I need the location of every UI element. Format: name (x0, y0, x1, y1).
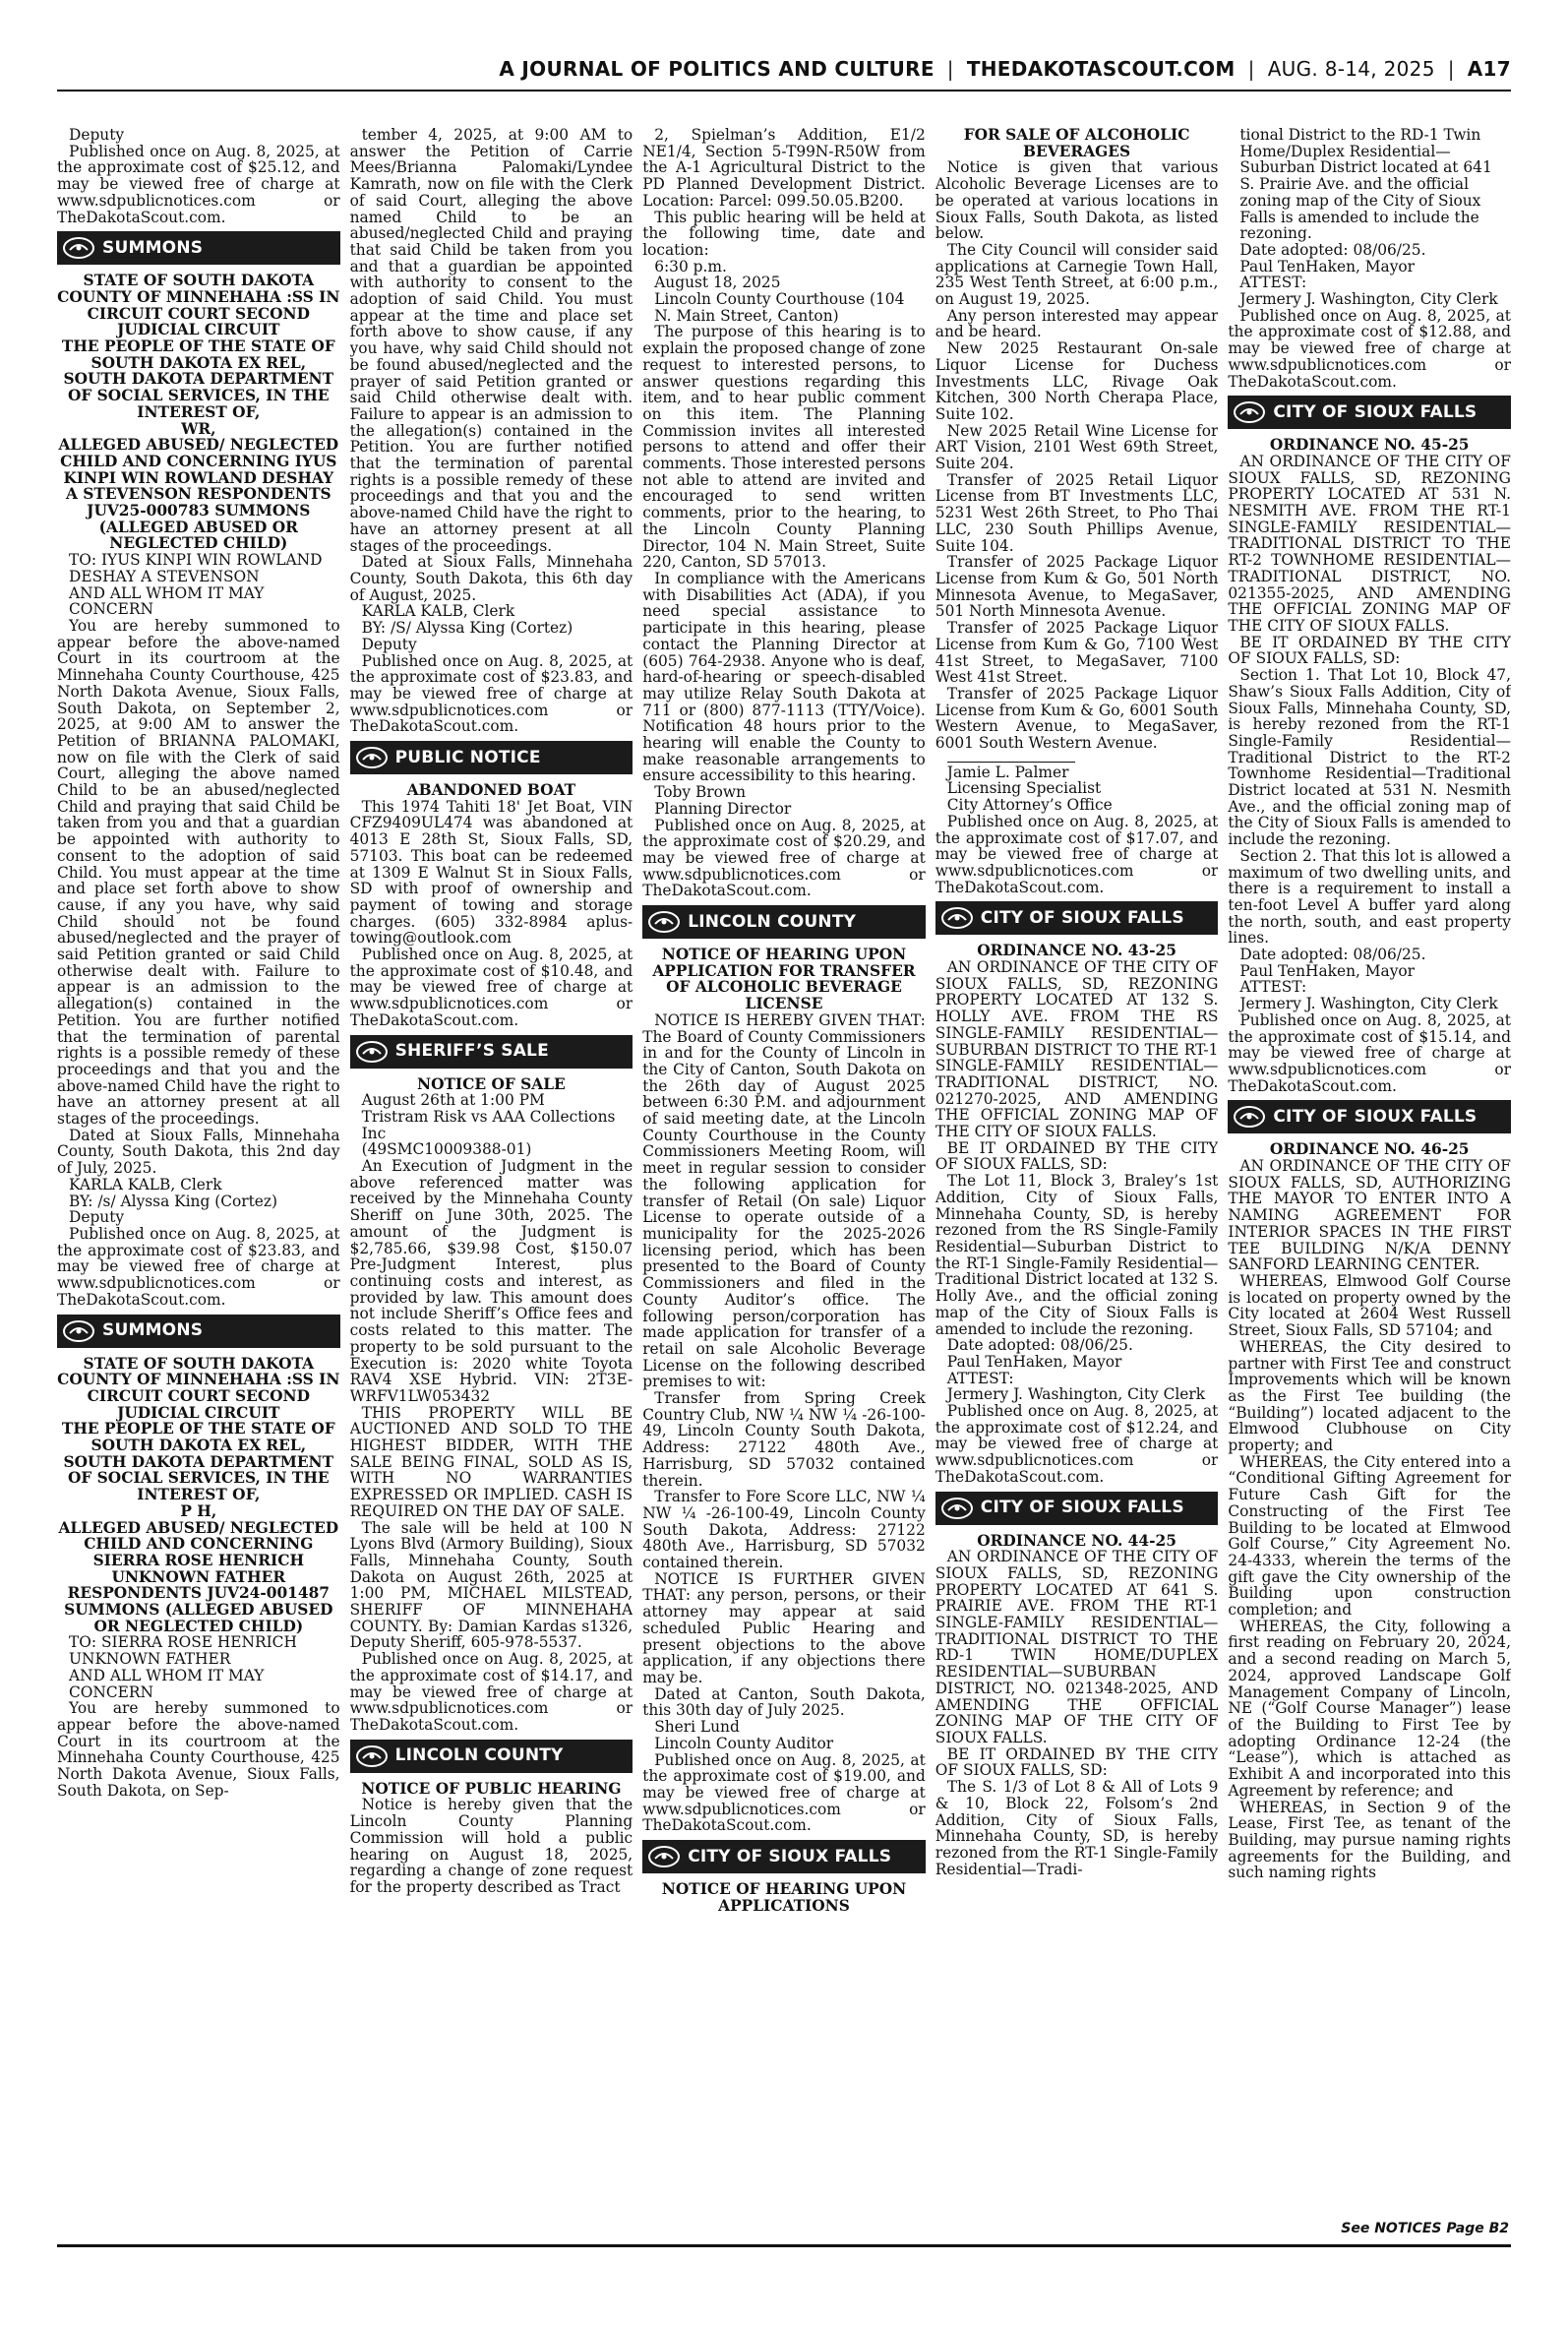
notice-line: (49SMC10009388-01) (361, 1140, 532, 1159)
header-rule (57, 90, 1511, 92)
notice-line: TO: SIERRA ROSE HENRICH (69, 1633, 297, 1652)
notice-paragraph: New 2025 Retail Wine License for ART Vision, 2101 West 69th Street, Suite 204. (935, 421, 1219, 473)
notice-paragraph: You are hereby summoned to appear before the above-named Court in its courtroom at the Minnehaha County Courthouse, 425 North Dakota Avenue, Sioux Falls, South Dakota, on September 2, 2025, at 9:00 AM to answer the Petition of BRIANNA PALOMAKI, now on file with the Clerk of said Court, alleging the above named Child to be an abused/neglected Child and praying that said Child be taken from you and that a guardian be appointed with authority to consent to the adoption of said Child. You must appear at the time and place set forth above to show cause, if any you have, why said Child should not be found abused/neglected and the prayer of said Petition granted or said Child otherwise dealt with. Failure to appear is an admission to the allegation(s) contained in the Petition. You are further notified that the termination of parental rights is a possible remedy of these proceedings and that you and the above-named Child have the right to have an attorney present at all stages of the proceedings. (57, 616, 340, 1129)
notice-paragraph: BE IT ORDAINED BY THE CITY OF SIOUX FALLS, SD: (935, 1744, 1219, 1780)
notice-line: Lincoln County Auditor (654, 1734, 834, 1752)
notice-line: TO: IYUS KINPI WIN ROWLAND (69, 551, 323, 570)
notice-line: Toby Brown (654, 783, 746, 802)
notice-paragraph: Published once on Aug. 8, 2025, at the approximate cost of $12.88, and may be viewed free of charge at www.sdpublicnotices.com or TheDakotaScout.com. (1228, 306, 1511, 391)
notice-line: ATTEST: (1239, 274, 1307, 292)
section-banner-label: CITY OF SIOUX FALLS (1273, 401, 1478, 422)
notice-paragraph: tember 4, 2025, at 9:00 AM to answer the Petition of Carrie Mees/Brianna Palomaki/Lyndee Kamrath, now on file with the Clerk of said Court, alleging the above named Child to be an abused/neglected Child and praying that said Child be taken from you and that a guardian be appointed with authority to consent to the adoption of said Child. You must appear at the time and place set forth above to show cause, if any you have, why said Child should not be found abused/neglected and the prayer of said Petition granted or said Child otherwise dealt with. Failure to appear is an admission to the allegation(s) contained in the Petition. You are further notified that the termination of parental rights is a possible remedy of these proceedings and that you and the above-named Child have the right to have an attorney present at all stages of the proceedings. (349, 127, 633, 555)
notice-line: KARLA KALB, Clerk (69, 1175, 222, 1193)
notice-paragraph: This 1974 Tahiti 18' Jet Boat, VIN CFZ9409UL474 was abandoned at 4013 E 28th St, Sioux Falls, SD, 57103. This boat can be redeemed at 1309 E Walnut St in Sioux Falls, SD with proof of ownership and payment of towing and storage charges. (605) 332-8984 aplus-towing@outlook.com (349, 797, 633, 948)
notice-line: City Attorney’s Office (946, 796, 1113, 815)
notice-caption: ALLEGED ABUSED/ NEGLECTED CHILD AND CONCERNING IYUS KINPI WIN ROWLAND DESHAY A STEVENSON RESPONDENTS JUV25-000783 SUMMONS (ALLEGED ABUSED OR NEGLECTED CHILD) (58, 436, 339, 553)
notice-line: Tristram Risk vs AAA Collections Inc (361, 1107, 616, 1142)
notice-paragraph: Dated at Canton, South Dakota, this 30th day of July 2025. (642, 1684, 926, 1720)
notice-line: Jermery J. Washington, City Clerk (946, 1385, 1206, 1404)
notice-line: Paul TenHaken, Mayor (1239, 961, 1416, 980)
notices-columns (57, 127, 1511, 2218)
notice-paragraph: AN ORDINANCE OF THE CITY OF SIOUX FALLS, SD, AUTHORIZING THE MAYOR TO ENTER INTO A NAMING AGREEMENT FOR INTERIOR SPACES IN THE FIRST TEE BUILDING N/K/A DENNY SANFORD LEARNING CENTER. (1228, 1157, 1511, 1274)
notice-paragraph: Transfer to Fore Score LLC, NW ¼ NW ¼ -26-100-49, Lincoln County South Dakota, Address: 27122 480th Ave., Harrisburg, SD 57032 contained therein. (642, 1488, 926, 1572)
section-banner-label: SHERIFF’S SALE (394, 1041, 549, 1062)
notice-paragraph: The City Council will consider said applications at Carnegie Town Hall, 235 West Tenth Street, at 6:00 p.m., on August 19, 2025. (935, 240, 1219, 309)
notice-paragraph: Any person interested may appear and be heard. (935, 306, 1219, 341)
section-banner-label: PUBLIC NOTICE (394, 747, 541, 767)
notice-line: ATTEST: (946, 1369, 1014, 1387)
notice-line: ATTEST: (1239, 978, 1307, 997)
scout-logo-icon (1232, 399, 1267, 425)
section-banner (350, 1740, 633, 1773)
notice-paragraph: In compliance with the Americans with Disabilities Act (ADA), if you need special assistance to participate in this hearing, please contact the Planning Director at (605) 764-2938. Anyone who is deaf, hard-of-hearing or speech-disabled may utilize Relay South Dakota at 711 or (800) 877-1113 (TTY/Voice). Notification 48 hours prior to the hearing will enable the County to make reasonable arrangements to ensure accessibility to this hearing. (642, 569, 926, 785)
section-banner-label: CITY OF SIOUX FALLS (688, 1846, 892, 1866)
section-banner (1228, 1100, 1511, 1133)
notice-caption: NOTICE OF HEARING UPON APPLICATION FOR TRANSFER OF ALCOHOLIC BEVERAGE LICENSE (652, 946, 916, 1013)
scout-logo-icon (61, 235, 96, 261)
notice-paragraph: Notice is hereby given that the Lincoln County Planning Commission will hold a public hearing on August 18, 2025, regarding a change of zone request for the property described as Tract (349, 1796, 633, 1896)
scout-logo-icon (354, 1744, 390, 1769)
notice-paragraph: Transfer of 2025 Package Liquor License from Kum & Go, 7100 West 41st Street, to MegaSaver, 7100 West 41st Street. (935, 619, 1219, 687)
section-banner-label: LINCOLN COUNTY (394, 1745, 564, 1766)
notice-line: Sheri Lund (654, 1718, 740, 1737)
notice-paragraph: Published once on Aug. 8, 2025, at the approximate cost of $23.83, and may be viewed free of charge at www.sdpublicnotices.com or TheDakotaScout.com. (57, 1225, 340, 1309)
notice-line: Jermery J. Washington, City Clerk (1239, 995, 1498, 1013)
column-2 (350, 127, 633, 2218)
notice-caption: FOR SALE OF ALCOHOLIC BEVERAGES (963, 127, 1190, 160)
scout-logo-icon (646, 1844, 682, 1869)
column-4 (935, 127, 1219, 2218)
notice-paragraph: AN ORDINANCE OF THE CITY OF SIOUX FALLS, SD, REZONING PROPERTY LOCATED AT 641 S. PRAIRIE AVE. FROM THE RT-1 SINGLE-FAMILY RESIDENTIAL—TRADITIONAL DISTRICT TO THE RD-1 TWIN HOME/DUPLEX RESIDENTIAL—SUBURBAN DISTRICT, NO. 021348-2025, AND AMENDING THE OFFICIAL ZONING MAP OF THE CITY OF SIOUX FALLS. (935, 1548, 1219, 1746)
notice-line: KARLA KALB, Clerk (361, 602, 515, 621)
notice-paragraph: Published once on Aug. 8, 2025, at the approximate cost of $25.12, and may be viewed free of charge at www.sdpublicnotices.com or TheDakotaScout.com. (57, 142, 340, 226)
section-banner (57, 1315, 340, 1348)
notice-line: DESHAY A STEVENSON (69, 567, 260, 585)
notice-paragraph: You are hereby summoned to appear before the above-named Court in its courtroom at the Minnehaha County Courthouse, 425 North Dakota Avenue, Sioux Falls, South Dakota, on Sep- (57, 1699, 340, 1800)
footer-rule (57, 2244, 1511, 2247)
notice-line: Lincoln County Courthouse (104 N. Main Street, Canton) (654, 290, 905, 325)
notice-paragraph: BE IT ORDAINED BY THE CITY OF SIOUX FALLS, SD: (935, 1138, 1219, 1174)
notice-line: Jamie L. Palmer (946, 763, 1069, 781)
notice-paragraph: Date adopted: 08/06/25. (1239, 946, 1426, 964)
website-link[interactable]: THEDAKOTASCOUT.COM (966, 57, 1236, 81)
section-banner (935, 1492, 1219, 1525)
notice-line: Paul TenHaken, Mayor (1239, 257, 1416, 275)
notice-paragraph: WHEREAS, the City desired to partner with First Tee and construct Improvements which will be known as the First Tee building (the “Building”) located adjacent to the Elmwood Clubhouse on City property; and (1228, 1337, 1511, 1455)
notice-paragraph: Transfer of 2025 Retail Liquor License from BT Investments LLC, 5231 West 26th Street, to Pho Thai LLC, 230 South Phillips Avenue, Suite 104. (935, 470, 1219, 555)
masthead-separator: | (1447, 57, 1455, 81)
notice-paragraph: Published once on Aug. 8, 2025, at the approximate cost of $20.29, and may be viewed free of charge at www.sdpublicnotices.com or TheDakotaScout.com. (642, 816, 926, 900)
page-number: A17 (1467, 57, 1511, 81)
notice-line: BY: /S/ Alyssa King (Cortez) (361, 619, 573, 638)
notice-heading: NOTICE OF SALE (417, 1074, 566, 1093)
notice-paragraph: Transfer of 2025 Package Liquor License from Kum & Go, 6001 South Western Avenue, to MegaSaver, 6001 South Western Avenue. (935, 684, 1219, 753)
notice-paragraph: The Lot 11, Block 3, Braley’s 1st Addition, City of Sioux Falls, Minnehaha County, SD, is hereby rezoned from the RS Single-Family Residential—Suburban District to the RT-1 Single-Family Residential—Traditional District located at 132 S. Holly Ave., and the official zoning map of the City of Sioux Falls is amended to include the rezoning. (935, 1172, 1219, 1338)
notice-paragraph: Date adopted: 08/06/25. (946, 1336, 1133, 1355)
notice-caption: NOTICE OF HEARING UPON APPLICATIONS (661, 1880, 907, 1915)
notice-paragraph: Notice is given that various Alcoholic Beverage Licenses are to be operated at various locations in Sioux Falls, South Dakota, as listed below. (935, 158, 1219, 243)
notice-paragraph: Section 2. That this lot is allowed a maximum of two dwelling units, and there is a requirement to install a ten-foot Level A buffer yard along the north, south, and east property lines. (1228, 846, 1511, 948)
notice-paragraph: Published once on Aug. 8, 2025, at the approximate cost of $19.00, and may be viewed free of charge at www.sdpublicnotices.com or TheDakotaScout.com. (642, 1750, 926, 1835)
scout-logo-icon (1232, 1104, 1267, 1130)
notice-line: August 26th at 1:00 PM (361, 1091, 545, 1110)
scout-logo-icon (354, 745, 390, 770)
column-1 (57, 127, 340, 2218)
section-banner-label: SUMMONS (102, 1320, 204, 1341)
notice-caption: THE PEOPLE OF THE STATE OF SOUTH DAKOTA EX REL, SOUTH DAKOTA DEPARTMENT OF SOCIAL SERVICES, IN THE INTEREST OF, (61, 1420, 335, 1504)
notice-paragraph: AN ORDINANCE OF THE CITY OF SIOUX FALLS, SD, REZONING PROPERTY LOCATED AT 531 N. NESMITH AVE. FROM THE RT-1 SINGLE-FAMILY RESIDENTIAL—TRADITIONAL DISTRICT TO THE RT-2 TOWNHOME RESIDENTIAL—TRADITIONAL DISTRICT, NO. 021355-2025, AND AMENDING THE OFFICIAL ZONING MAP OF THE CITY OF SIOUX FALLS. (1228, 452, 1511, 635)
notice-paragraph: Date adopted: 08/06/25. (1239, 240, 1426, 259)
section-banner (642, 905, 926, 939)
scout-logo-icon (939, 1496, 975, 1521)
notice-heading: ORDINANCE NO. 46-25 (1269, 1140, 1470, 1159)
notice-paragraph: WHEREAS, Elmwood Golf Course is located on property owned by the City located at 2604 West Russell Street, Sioux Falls, SD 57104; and (1228, 1272, 1511, 1340)
notice-paragraph: 2, Spielman’s Addition, E1/2 NE1/4, Section 5-T99N-R50W from the A-1 Agricultural District to the PD Planned Development District. Location: Parcel: 099.50.05.B200. (642, 127, 926, 210)
section-banner (1228, 396, 1511, 429)
notice-heading: ORDINANCE NO. 44-25 (977, 1531, 1176, 1550)
notice-caption: STATE OF SOUTH DAKOTA COUNTY OF MINNEHAHA :SS IN CIRCUIT COURT SECOND JUDICIAL CIRCUIT (57, 272, 340, 339)
notice-caption: THE PEOPLE OF THE STATE OF SOUTH DAKOTA EX REL, SOUTH DAKOTA DEPARTMENT OF SOCIAL SERVICES, IN THE INTEREST OF, (61, 337, 335, 421)
notice-paragraph: Published once on Aug. 8, 2025, at the approximate cost of $15.14, and may be viewed free of charge at www.sdpublicnotices.com or TheDakotaScout.com. (1228, 1010, 1511, 1095)
notice-line: AND ALL WHOM IT MAY CONCERN (69, 583, 265, 619)
notice-line: UNKNOWN FATHER (69, 1650, 231, 1669)
section-banner-label: CITY OF SIOUX FALLS (1273, 1107, 1478, 1128)
notice-paragraph: The purpose of this hearing is to explain the proposed change of zone request to interested persons, to answer questions regarding this item, and to hear public comment on this item. The Planning Commission invites all interested persons to attend and offer their comments. Those interested persons not able to attend are invited and encouraged to send written comments, prior to the hearing, to the Lincoln County Planning Director, 104 N. Main Street, Suite 220, Canton, SD 57013. (642, 323, 926, 572)
issue-date: AUG. 8-14, 2025 (1267, 57, 1435, 81)
notice-paragraph: WHEREAS, the City entered into a “Conditional Gifting Agreement for Future Cash Gift for the Constructing of the First Tee Building to be located at Elmwood Golf Course,” City Agreement No. 24-4333, wherein the terms of the gift gave the City ownership of the Building upon construction completion; and (1228, 1452, 1511, 1620)
notice-heading: ABANDONED BOAT (406, 781, 576, 800)
notice-paragraph: Published once on Aug. 8, 2025, at the approximate cost of $23.83, and may be viewed free of charge at www.sdpublicnotices.com or TheDakotaScout.com. (349, 651, 633, 736)
notice-paragraph: THIS PROPERTY WILL BE AUCTIONED AND SOLD TO THE HIGHEST BIDDER, WITH THE SALE BEING FINAL, SOLD AS IS, WITH NO WARRANTIES EXPRESSED OR IMPLIED. CASH IS REQUIRED ON THE DAY OF SALE. (349, 1403, 633, 1520)
notice-line: tional District to the RD-1 Twin Home/Duplex Residential—Suburban District located at 641 S. Prairie Ave. and the official zoning map of the City of Sioux Falls is amended to include the rezoning. (1239, 127, 1492, 243)
section-banner-label: LINCOLN COUNTY (688, 911, 857, 932)
notice-line: August 18, 2025 (654, 274, 781, 292)
section-banner-label: CITY OF SIOUX FALLS (980, 907, 1184, 928)
notice-paragraph: WHEREAS, in Section 9 of the Lease, First Tee, as tenant of the Building, may pursue naming rights agreements for the Building, and such naming rights (1228, 1798, 1511, 1882)
notice-line: Deputy (361, 635, 417, 653)
column-5 (1228, 127, 1511, 2218)
section-banner (350, 1035, 633, 1069)
notice-paragraph: This public hearing will be held at the following time, date and location: (642, 208, 926, 259)
publication-tagline: A JOURNAL OF POLITICS AND CULTURE (499, 57, 935, 81)
notice-paragraph: Dated at Sioux Falls, Minnehaha County, South Dakota, this 2nd day of July, 2025. (57, 1126, 340, 1178)
notice-paragraph: AN ORDINANCE OF THE CITY OF SIOUX FALLS, SD, REZONING PROPERTY LOCATED AT 132 S. HOLLY AVE. FROM THE RS SINGLE-FAMILY RESIDENTIAL—SUBURBAN DISTRICT TO THE RT-1 SINGLE-FAMILY RESIDENTIAL—TRADITIONAL DISTRICT, NO. 021270-2025, AND AMENDING THE OFFICIAL ZONING MAP OF THE CITY OF SIOUX FALLS. (935, 958, 1219, 1141)
masthead-separator: | (1247, 57, 1255, 81)
notice-line: AND ALL WHOM IT MAY CONCERN (69, 1666, 265, 1701)
notice-heading: NOTICE OF PUBLIC HEARING (361, 1779, 622, 1798)
notice-paragraph: Published once on Aug. 8, 2025, at the approximate cost of $10.48, and may be viewed free of charge at www.sdpublicnotices.com or TheDakotaScout.com. (349, 946, 633, 1029)
notice-caption: STATE OF SOUTH DAKOTA COUNTY OF MINNEHAHA :SS IN CIRCUIT COURT SECOND JUDICIAL CIRCUIT (57, 1354, 340, 1422)
notice-line: Paul TenHaken, Mayor (946, 1352, 1122, 1371)
notice-line: 6:30 p.m. (654, 257, 727, 275)
section-banner (57, 231, 340, 265)
scout-logo-icon (939, 905, 975, 931)
notice-paragraph: NOTICE IS HEREBY GIVEN THAT: The Board of County Commissioners in and for the County of Lincoln in the City of Canton, South Dakota on the 26th day of August 2025 between 6:30 P.M. and adjournment of said meeting date, at the Lincoln County Courthouse in the County Commissioners Meeting Room, will meet in regular session to consider the following application for transfer of Retail (On sale) Liquor License to operate outside of a municipality for the 2025-2026 licensing period, which has been presented to the Board of County Commissioners and filed in the County Auditor’s office. The following person/corporation has made application for transfer of a retail on sale Alcoholic Beverage License on the following described premises to wit: (642, 1010, 926, 1391)
notice-paragraph: WHEREAS, the City, following a first reading on February 20, 2024, and a second reading on March 5, 2024, approved Landscape Golf Management Company of Lincoln, NE (“Golf Course Manager”) lease of the Building to First Tee by adopting Ordinance 12-24 (the “Lease”), which is attached as Exhibit A and incorporated into this Agreement by reference; and (1228, 1617, 1511, 1800)
notice-paragraph: The S. 1/3 of Lot 8 & All of Lots 9 & 10, Block 22, Folsom’s 2nd Addition, City of Sioux Falls, Minnehaha County, SD, is hereby rezoned from the RT-1 Single-Family Residential—Tradi- (935, 1778, 1219, 1878)
masthead (57, 49, 1511, 89)
notice-paragraph: Published once on Aug. 8, 2025, at the approximate cost of $14.17, and may be viewed free of charge at www.sdpublicnotices.com or TheDakotaScout.com. (349, 1650, 633, 1734)
notice-heading: ORDINANCE NO. 45-25 (1269, 436, 1470, 455)
column-3 (642, 127, 926, 2218)
scout-logo-icon (646, 909, 682, 935)
masthead-separator: | (946, 57, 954, 81)
notice-paragraph: NOTICE IS FURTHER GIVEN THAT: any person, persons, or their attorney may appear at said scheduled Public Hearing and present objections to the above application, if any objections there may be. (642, 1569, 926, 1686)
notice-paragraph: Transfer from Spring Creek Country Club, NW ¼ NW ¼ -26-100-49, Lincoln County South Dakota, Address: 27122 480th Ave., Harrisburg, SD 57032 contained therein. (642, 1389, 926, 1490)
section-banner-label: SUMMONS (102, 237, 204, 258)
notice-paragraph: Dated at Sioux Falls, Minnehaha County, South Dakota, this 6th day of August, 2025. (349, 553, 633, 604)
notice-paragraph: BE IT ORDAINED BY THE CITY OF SIOUX FALLS, SD: (1228, 633, 1511, 668)
notice-line: Deputy (69, 127, 125, 144)
scout-logo-icon (354, 1039, 390, 1065)
notice-caption: WR, (181, 419, 216, 438)
notice-line: Deputy (69, 1208, 125, 1227)
notice-paragraph: Section 1. That Lot 10, Block 47, Shaw’s Sioux Falls Addition, City of Sioux Falls, Minnehaha County, SD, is hereby rezoned from the RT-1 Single-Family Residential—Traditional District to the RT-2 Townhome Residential—Traditional District located at 531 N. Nesmith Ave., and the official zoning map of the City of Sioux Falls is amended to include the rezoning. (1228, 666, 1511, 849)
notice-line: Planning Director (654, 799, 792, 818)
notice-paragraph: Published once on Aug. 8, 2025, at the approximate cost of $17.07, and may be viewed free of charge at www.sdpublicnotices.com or TheDakotaScout.com. (935, 812, 1219, 896)
notice-caption: P H, (180, 1501, 217, 1520)
notice-paragraph: Published once on Aug. 8, 2025, at the approximate cost of $12.24, and may be viewed free of charge at www.sdpublicnotices.com or TheDakotaScout.com. (935, 1402, 1219, 1486)
scout-logo-icon (61, 1318, 96, 1344)
notice-caption: ALLEGED ABUSED/ NEGLECTED CHILD AND CONCERNING SIERRA ROSE HENRICH UNKNOWN FATHER RESPONDENTS JUV24-001487 SUMMONS (ALLEGED ABUSED OR NEGLECTED CHILD) (58, 1518, 339, 1635)
notice-line: BY: /s/ Alyssa King (Cortez) (69, 1192, 278, 1210)
notice-paragraph: The sale will be held at 100 N Lyons Blvd (Armory Building), Sioux Falls, Minnehaha County, South Dakota on August 26th, 2025 at 1:00 PM, MICHAEL MILSTEAD, SHERIFF OF MINNEHAHA COUNTY. By: Damian Kardas s1326, Deputy Sheriff, 605-978-5537. (349, 1518, 633, 1652)
notice-paragraph: Transfer of 2025 Package Liquor License from Kum & Go, 501 North Minnesota Avenue, to MegaSaver, 501 North Minnesota Avenue. (935, 553, 1219, 621)
section-banner (350, 741, 633, 774)
notice-line: Licensing Specialist (946, 779, 1102, 798)
section-banner-label: CITY OF SIOUX FALLS (980, 1498, 1184, 1518)
notice-paragraph: An Execution of Judgment in the above referenced matter was received by the Minnehaha County Sheriff on June 30th, 2025. The amount of the Judgment is $2,785.66, $39.98 Cost, $150.07 Pre-Judgment Interest, plus continuing costs and interest, as provided by law. This amount does not include Sheriff’s Office fees and costs related to this matter. The property to be sold pursuant to the Execution is: 2020 white Toyota RAV4 XSE Hybrid. VIN: 2T3E-WRFV1LW053432 (349, 1157, 633, 1405)
continued-reference[interactable]: See NOTICES Page B2 (1341, 2221, 1509, 2236)
signature-line (947, 762, 1075, 763)
section-banner (642, 1840, 926, 1873)
notice-line: Jermery J. Washington, City Clerk (1239, 290, 1498, 309)
notice-heading: ORDINANCE NO. 43-25 (977, 942, 1176, 960)
notice-paragraph: New 2025 Restaurant On-sale Liquor License for Duchess Investments LLC, Rivage Oak Kitchen, 300 North Cherapa Place, Suite 102. (935, 339, 1219, 423)
section-banner (935, 901, 1219, 935)
